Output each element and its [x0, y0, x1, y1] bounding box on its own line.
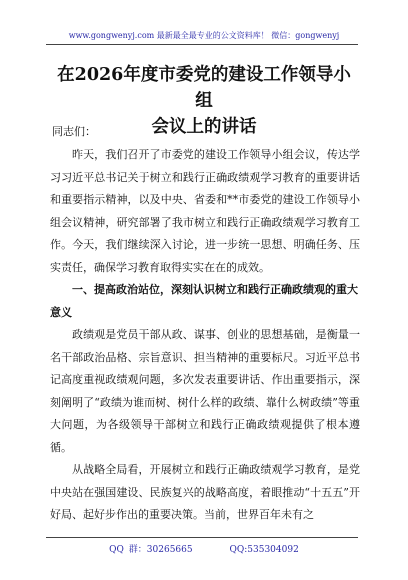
- footer-qq: QQ:535304092: [229, 545, 299, 555]
- document-title: [50, 62, 358, 140]
- section-heading: 一、提高政治站位，深刻认识树立和践行正确政绩观的重大意义: [50, 283, 358, 319]
- header-divider: [46, 44, 358, 45]
- document-body: [50, 144, 360, 527]
- title-line-2: 会议上的讲话: [151, 117, 257, 137]
- page-header: www.gongwenyj.com 最新最全最专业的公文资料库！ 微信：gongwenyj: [68, 31, 340, 40]
- footer-divider: [46, 537, 358, 538]
- footer-qq-group: QQ 群：30265665: [109, 545, 193, 555]
- paragraph: 政绩观是党员干部从政、谋事、创业的思想基础，是衡量一名干部政治品格、宗旨意识、担当精神的重要标尺。习近平总书记高度重视政绩观问题，多次发表重要讲话、作出重要指示，深刻阐明了“政绩为谁而树、树什么样的政绩、靠什么树政绩”等重大问题，为各级领导干部树立和践行正确政绩观提供了根本遵循。: [50, 328, 360, 454]
- paragraph: 从战略全局看，开展树立和践行正确政绩观学习教育，是党中央站在强国建设、民族复兴的战略高度，着眼推动“十五五”开好局、起好步作出的重要决策。当前，世界百年未有之: [50, 463, 360, 521]
- title-line-1: 在2026年度市委党的建设工作领导小组: [57, 65, 351, 111]
- page-footer: [0, 542, 408, 555]
- salutation: 同志们：: [52, 125, 96, 138]
- paragraph: 昨天，我们召开了市委党的建设工作领导小组会议，传达学习习近平总书记关于树立和践行正确政绩观学习教育的重要讲话和重要指示精神，以及中央、省委和**市委党的建设工作领导小组会议精神，研究部署了我市树立和践行正确政绩观学习教育工作。今天，我们继续深入讨论，进一步统一思想、明确任务、压实责任，确保学习教育取得实实在在的成效。: [50, 148, 360, 274]
